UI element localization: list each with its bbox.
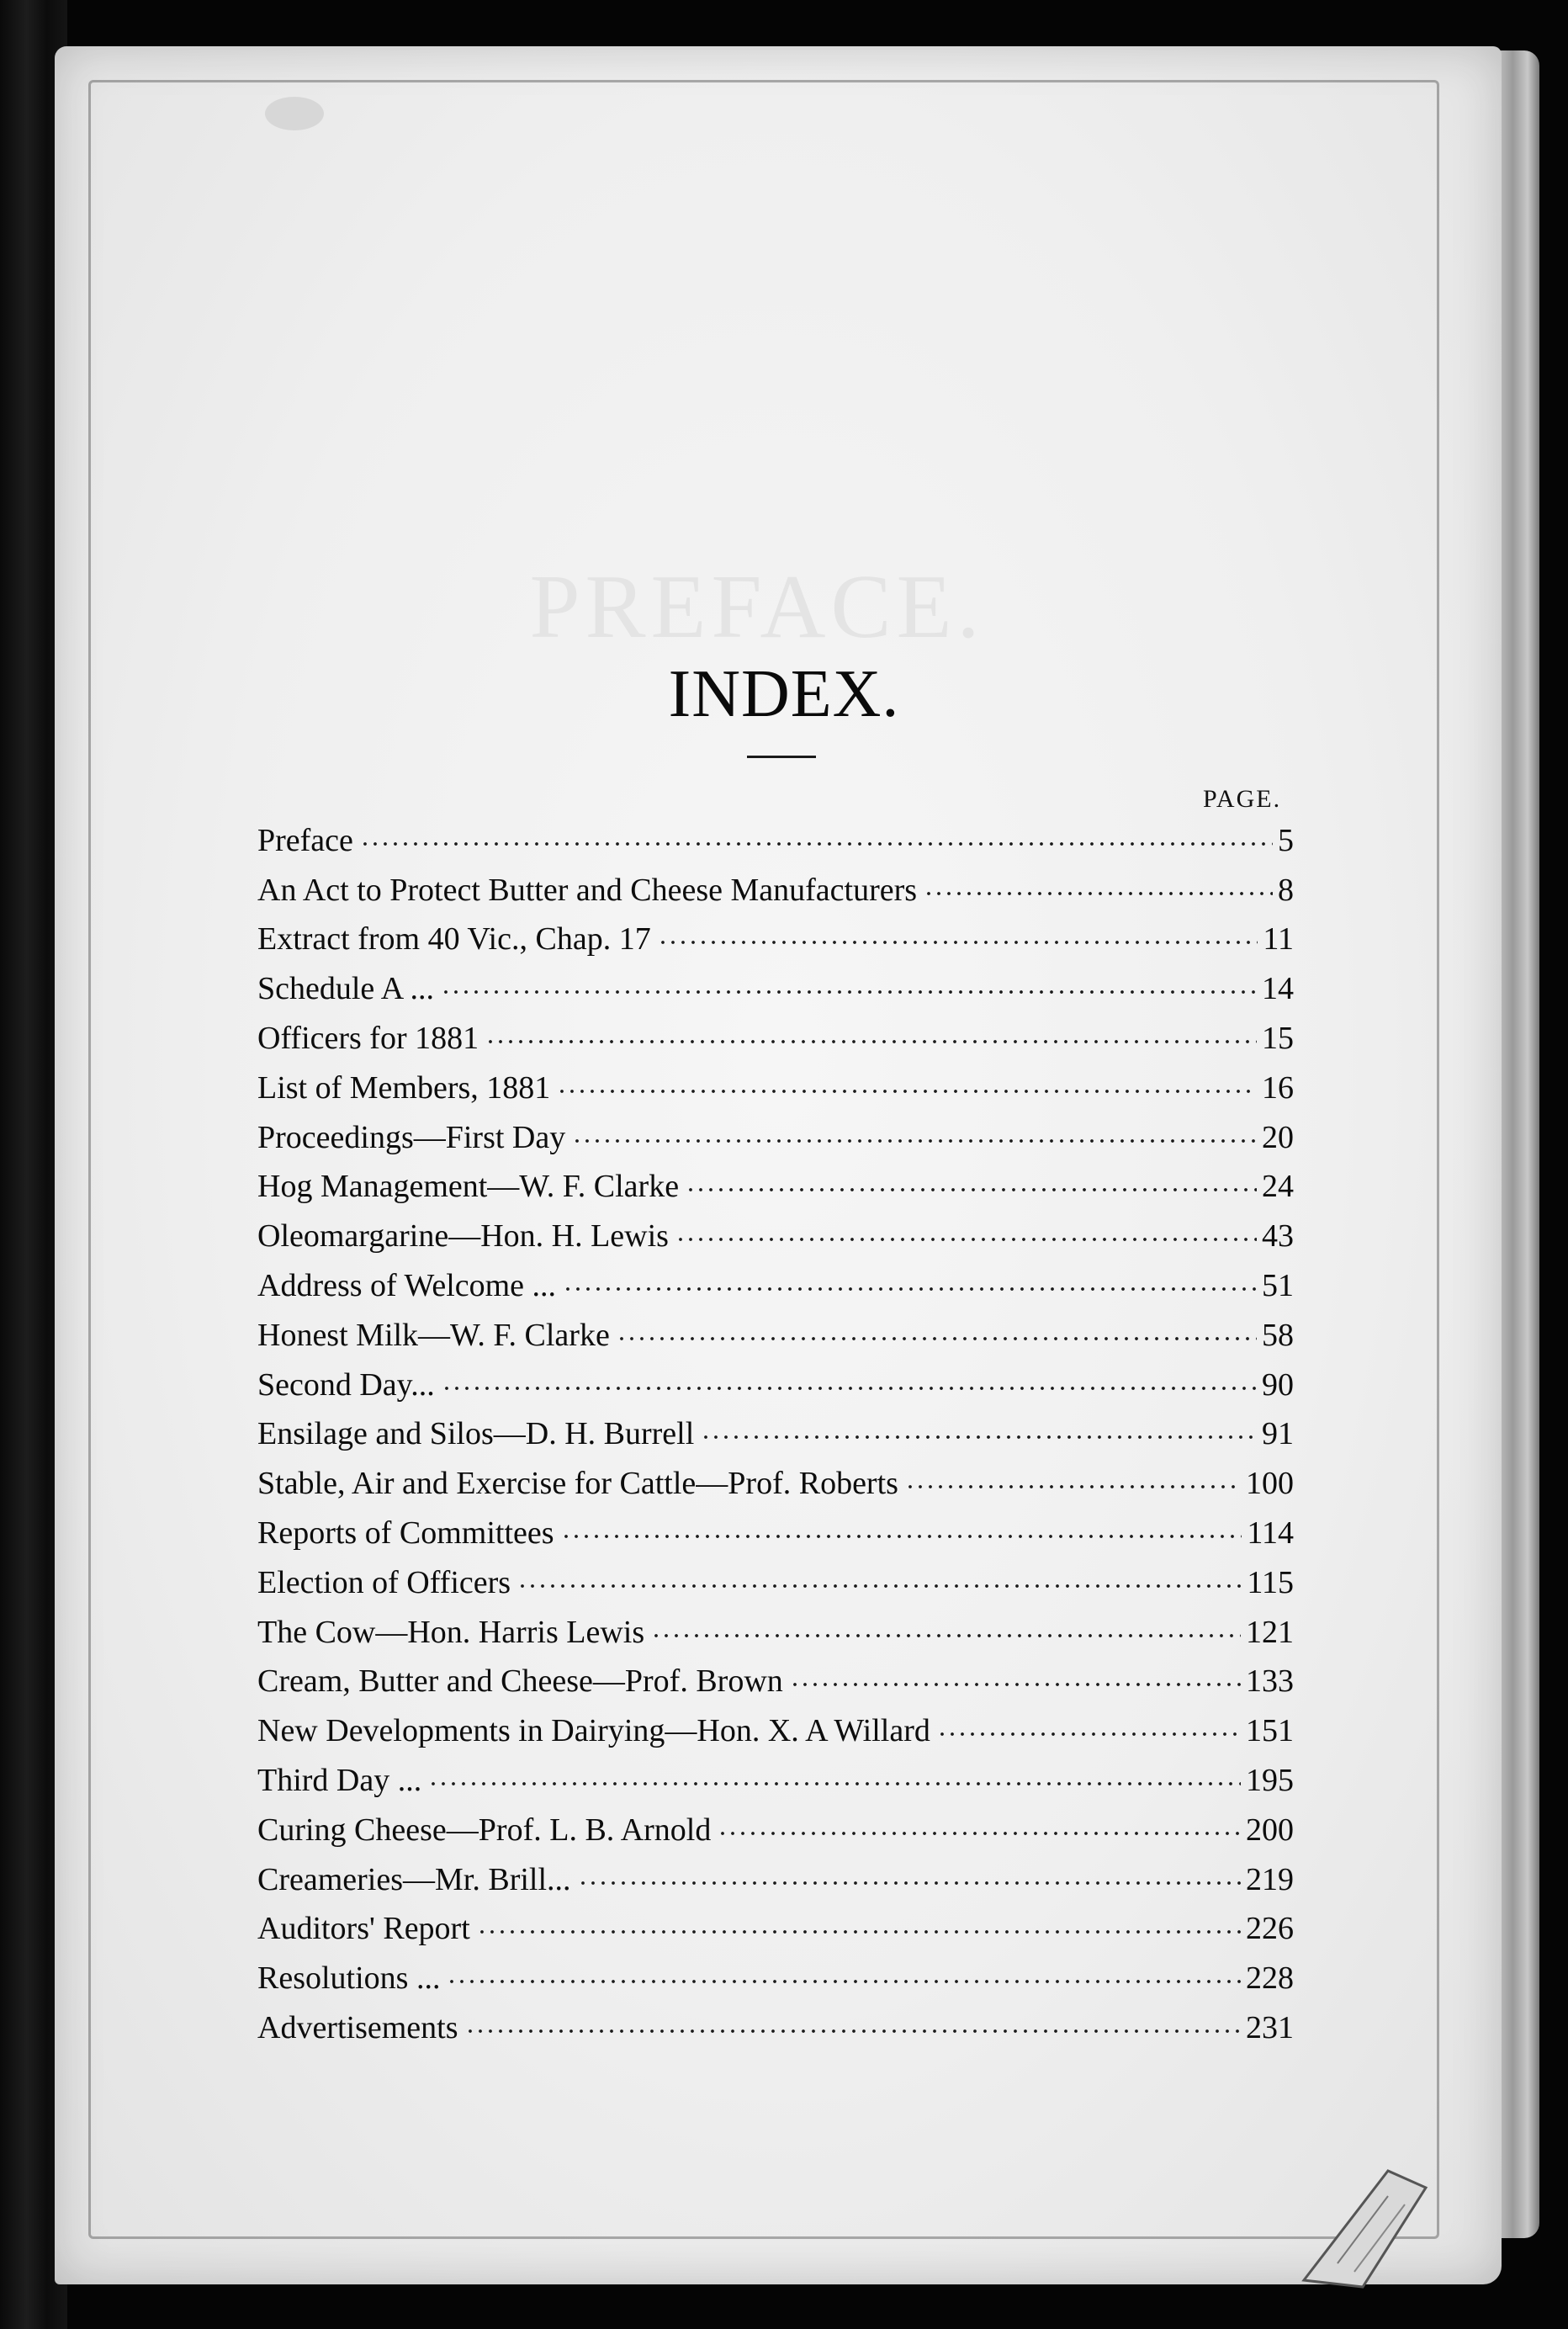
entry-page-number: 91 [1262,1416,1294,1452]
entry-page-number: 43 [1262,1218,1294,1255]
entry-page-number: 219 [1246,1861,1294,1897]
dot-leader [465,2023,1241,2040]
entry-title: Advertisements [257,2009,458,2045]
dot-leader [686,1181,1257,1198]
dot-leader [561,1528,1242,1545]
dot-leader [442,1380,1257,1397]
entry-page-number: 195 [1246,1762,1294,1798]
dot-leader [578,1875,1241,1891]
index-entry [257,1651,1294,1700]
paper-stain [265,97,324,130]
index-entry [257,859,1294,909]
dot-leader [675,1231,1257,1248]
entry-title: Cream, Butter and Cheese—Prof. Brown [257,1663,783,1700]
index-entry [257,1552,1294,1601]
index-entry [257,1898,1294,1948]
entry-page-number: 14 [1262,971,1294,1007]
index-entry [257,1749,1294,1799]
entry-page-number: 151 [1246,1713,1294,1749]
dot-leader [617,1330,1257,1347]
entry-title: Curing Cheese—Prof. L. B. Arnold [257,1812,712,1848]
entry-page-number: 200 [1246,1812,1294,1848]
title-rule [747,756,816,758]
entry-page-number: 11 [1263,921,1294,958]
entry-page-number: 8 [1278,872,1294,908]
index-entry [257,809,1294,859]
dot-leader [924,885,1273,902]
dot-leader [447,1973,1241,1990]
entry-page-number: 51 [1262,1267,1294,1303]
entry-page-number: 133 [1246,1663,1294,1700]
entry-title: Hog Management—W. F. Clarke [257,1169,680,1205]
index-entry [257,1156,1294,1206]
entry-title: The Cow—Hon. Harris Lewis [257,1614,645,1650]
entry-title: Schedule A ... [257,971,435,1007]
entry-title: Creameries—Mr. Brill... [257,1861,571,1897]
entry-page-number: 228 [1246,1960,1294,1997]
entry-page-number: 100 [1246,1466,1294,1502]
index-entry [257,909,1294,958]
dot-leader [557,1083,1257,1100]
entry-title: Auditors' Report [257,1911,470,1947]
entry-title: An Act to Protect Butter and Cheese Manufacturers [257,872,918,908]
entry-title: Second Day... [257,1366,435,1403]
entry-title: Stable, Air and Exercise for Cattle—Prof. Roberts [257,1466,898,1502]
entry-title: List of Members, 1881 [257,1069,551,1106]
entry-title: Resolutions ... [257,1960,441,1997]
entry-page-number: 231 [1246,2009,1294,2045]
entry-title: New Developments in Dairying—Hon. X. A Willard [257,1713,930,1749]
dot-leader [905,1478,1241,1495]
entry-page-number: 58 [1262,1317,1294,1353]
index-entry [257,1849,1294,1898]
entry-page-number: 90 [1262,1366,1294,1403]
entry-page-number: 115 [1247,1564,1294,1600]
entry-page-number: 226 [1246,1911,1294,1947]
entry-title: Election of Officers [257,1564,511,1600]
dot-leader [718,1825,1241,1842]
entry-title: Extract from 40 Vic., Chap. 17 [257,921,651,958]
page-column-header: PAGE. [1203,785,1282,813]
dog-eared-corner [1287,2154,1430,2289]
entry-page-number: 15 [1262,1020,1294,1056]
index-entry [257,1799,1294,1849]
index-entry [257,958,1294,1007]
entry-page-number: 20 [1262,1119,1294,1155]
dot-leader [563,1281,1257,1297]
dot-leader [937,1726,1241,1743]
entry-page-number: 114 [1247,1515,1294,1551]
dot-leader [441,984,1257,1000]
index-entry [257,1997,1294,2046]
dot-leader [477,1923,1241,1940]
index-entry [257,1354,1294,1403]
dot-leader [790,1676,1241,1693]
entry-page-number: 16 [1262,1069,1294,1106]
dot-leader [485,1033,1257,1050]
entry-title: Officers for 1881 [257,1020,479,1056]
index-entry [257,1205,1294,1255]
entry-page-number: 121 [1246,1614,1294,1650]
entry-title: Proceedings—First Day [257,1119,566,1155]
bleed-through-heading: PREFACE. [529,557,985,657]
index-entry [257,1403,1294,1453]
dot-leader [360,836,1273,852]
entry-title: Honest Milk—W. F. Clarke [257,1317,610,1353]
entry-page-number: 5 [1278,822,1294,858]
dot-leader [428,1775,1241,1792]
entry-title: Reports of Committees [257,1515,554,1551]
entry-title: Ensilage and Silos—D. H. Burrell [257,1416,695,1452]
entry-title: Oleomargarine—Hon. H. Lewis [257,1218,669,1255]
index-entry [257,1947,1294,1997]
index-entry [257,1007,1294,1057]
index-title: INDEX. [668,657,900,731]
index-entry [257,1304,1294,1354]
entry-title: Preface [257,822,353,858]
entry-title: Address of Welcome ... [257,1267,557,1303]
dot-leader [517,1578,1242,1594]
index-entry [257,1057,1294,1106]
index-entry [257,1601,1294,1651]
dot-leader [572,1133,1257,1149]
dot-leader [651,1627,1241,1644]
index-entry [257,1255,1294,1304]
index-entry [257,1700,1294,1749]
index-entry [257,1452,1294,1502]
dot-leader [701,1429,1257,1446]
index-entry [257,1106,1294,1156]
entry-title: Third Day ... [257,1762,422,1798]
dot-leader [658,934,1258,951]
entry-page-number: 24 [1262,1169,1294,1205]
index-entry [257,1502,1294,1552]
index-entries [257,809,1294,2046]
